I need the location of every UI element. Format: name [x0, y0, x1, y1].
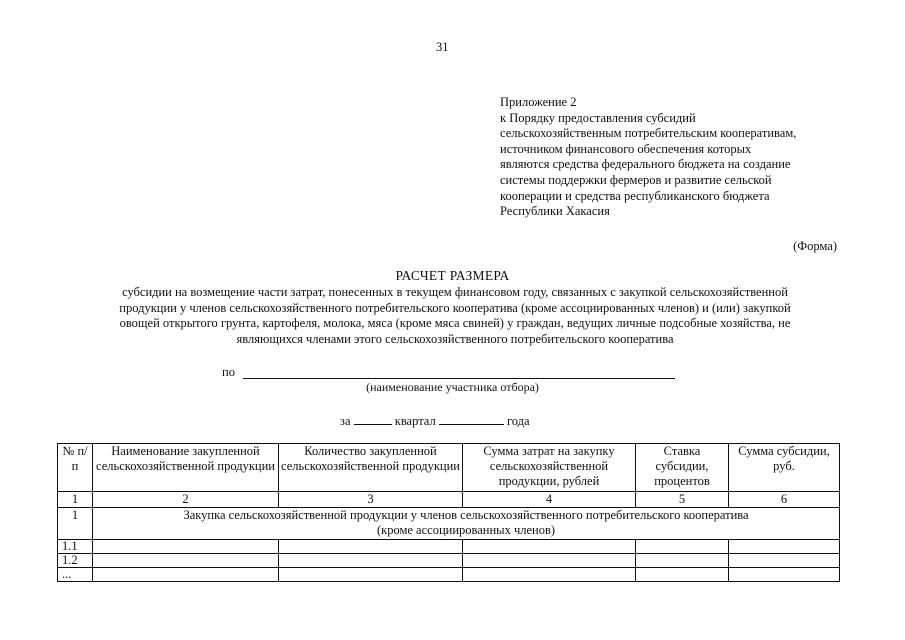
table-cell[interactable] [636, 568, 729, 582]
header-cell: Ставка субсидии, процентов [636, 444, 729, 492]
section-number: 1 [58, 508, 93, 540]
column-number: 5 [636, 492, 729, 508]
column-number: 3 [279, 492, 463, 508]
subtitle-line: субсидии на возмещение части затрат, понесенных в текущем финансовом году, связанных с закупкой сельскохозяйственной [122, 285, 788, 299]
column-number: 1 [58, 492, 93, 508]
header-cell: № п/п [58, 444, 93, 492]
section-row [58, 508, 840, 540]
row-number: 1.2 [58, 554, 93, 568]
column-number-row [58, 492, 840, 508]
period-year-label: года [506, 414, 530, 428]
table-cell[interactable] [636, 554, 729, 568]
table-cell[interactable] [729, 540, 840, 554]
table-cell[interactable] [279, 540, 463, 554]
appendix-line: Республики Хакасия [500, 204, 610, 219]
table-header-row [58, 444, 840, 492]
subtitle-line: продукции у членов сельскохозяйственного потребительского кооператива (кроме ассоциированных членов) и (или) закупкой [119, 300, 791, 315]
appendix-block [500, 95, 870, 220]
appendix-line: являются средства федерального бюджета на создание [500, 157, 791, 172]
table-cell[interactable] [463, 554, 636, 568]
header-cell: Количество закупленной сельскохозяйственной продукции [279, 444, 463, 492]
table-cell[interactable] [279, 568, 463, 582]
table-cell[interactable] [93, 554, 279, 568]
period-za-label: за [340, 414, 351, 428]
document-subtitle [50, 285, 860, 347]
appendix-line: системы поддержки фермеров и развитие сельской [500, 172, 772, 187]
header-cell: Наименование закупленной сельскохозяйственной продукции [93, 444, 279, 492]
page-number: 31 [436, 40, 449, 54]
column-number: 4 [463, 492, 636, 508]
appendix-line: к Порядку предоставления субсидий [500, 110, 696, 125]
period-line [340, 412, 530, 429]
quarter-field[interactable] [354, 412, 392, 425]
participant-label: по [222, 365, 235, 379]
subsidy-calculation-table [57, 443, 840, 582]
table-cell[interactable] [93, 540, 279, 554]
year-field[interactable] [439, 412, 504, 425]
table-row [58, 554, 840, 568]
section-title-line: Закупка сельскохозяйственной продукции у членов сельскохозяйственного потребительского кооператива [183, 508, 749, 522]
appendix-line: сельскохозяйственным потребительским кооперативам, [500, 126, 797, 141]
subtitle-line: овощей открытого грунта, картофеля, молока, мяса (кроме мяса свиней) у граждан, ведущих личные подсобные хозяйства, не [119, 316, 791, 331]
row-number: ... [58, 568, 93, 582]
row-number: 1.1 [58, 540, 93, 554]
appendix-line: источником финансового обеспечения которых [500, 141, 752, 156]
section-title-line: (кроме ассоциированных членов) [376, 523, 556, 537]
subtitle-line: являющихся членами этого сельскохозяйственного потребительского кооператива [236, 331, 674, 346]
table-cell[interactable] [463, 568, 636, 582]
table-cell[interactable] [729, 568, 840, 582]
participant-caption: (наименование участника отбора) [366, 380, 539, 394]
participant-name-field[interactable] [243, 378, 675, 379]
table-cell[interactable] [279, 554, 463, 568]
document-title: РАСЧЕТ РАЗМЕРА [395, 268, 510, 283]
header-cell: Сумма затрат на закупку сельскохозяйственной продукции, рублей [463, 444, 636, 492]
column-number: 6 [729, 492, 840, 508]
table-cell[interactable] [463, 540, 636, 554]
table-row [58, 540, 840, 554]
table-cell[interactable] [729, 554, 840, 568]
table-row [58, 568, 840, 582]
appendix-line: Приложение 2 [500, 95, 577, 109]
header-cell: Сумма субсидии, руб. [729, 444, 840, 492]
appendix-line: кооперации и средства республиканского бюджета [500, 188, 770, 203]
table-cell[interactable] [636, 540, 729, 554]
column-number: 2 [93, 492, 279, 508]
form-label: (Форма) [793, 239, 837, 253]
table-cell[interactable] [93, 568, 279, 582]
section-title [93, 508, 840, 540]
period-quarter-label: квартал [394, 414, 436, 428]
